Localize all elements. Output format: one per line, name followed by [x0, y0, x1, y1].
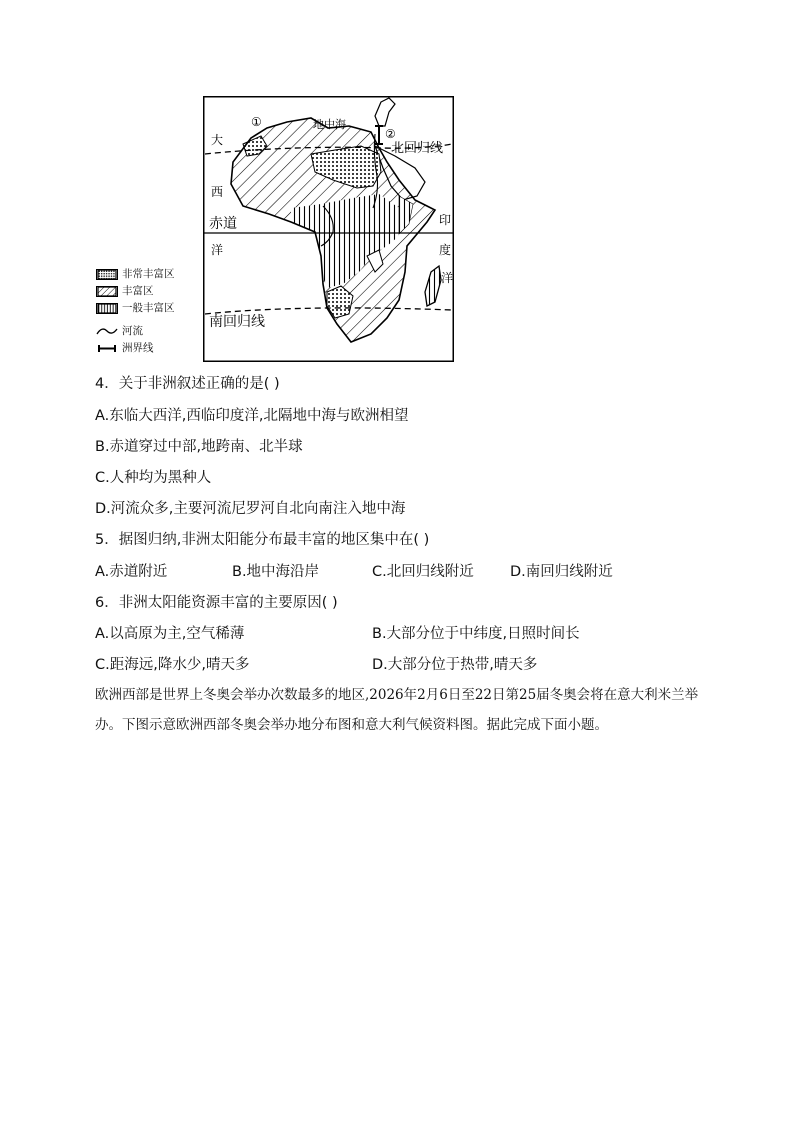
- legend-label: 丰富区: [122, 285, 154, 298]
- legend-label: 河流: [122, 325, 143, 338]
- question-5-option-c[interactable]: C.北回归线附近: [372, 564, 474, 580]
- question-4-option-a[interactable]: A.东临大西洋,西临印度洋,北隔地中海与欧洲相望: [95, 408, 409, 424]
- africa-solar-map: [203, 96, 454, 362]
- question-5-option-a[interactable]: A.赤道附近: [95, 564, 168, 580]
- question-5-option-b[interactable]: B.地中海沿岸: [232, 564, 320, 580]
- river-line-icon: [96, 326, 118, 337]
- indian-label-3: 洋: [441, 271, 454, 285]
- vertical-pattern-swatch: [96, 303, 118, 314]
- question-6-stem: 6．非洲太阳能资源丰富的主要原因( ): [95, 595, 338, 611]
- diagonal-pattern-swatch: [96, 286, 118, 297]
- dots-pattern-swatch: [96, 269, 118, 280]
- legend-label: 洲界线: [122, 342, 154, 355]
- question-4-option-d[interactable]: D.河流众多,主要河流尼罗河自北向南注入地中海: [95, 501, 406, 517]
- legend-item-general: [96, 300, 175, 317]
- mediterranean-label: 地中海: [313, 118, 346, 131]
- question-6-option-d[interactable]: D.大部分位于热带,晴天多: [372, 657, 538, 673]
- equator-label: 赤道: [209, 216, 237, 232]
- africa-map-svg: [203, 96, 454, 362]
- atlantic-label-1: 大: [211, 133, 224, 147]
- indian-label-1: 印: [439, 213, 452, 227]
- question-4-option-c[interactable]: C.人种均为黑种人: [95, 470, 212, 486]
- atlantic-label-3: 洋: [211, 243, 224, 257]
- boundary-line-icon: [96, 343, 118, 354]
- question-6-option-b[interactable]: B.大部分位于中纬度,日照时间长: [372, 626, 580, 642]
- question-6-option-c[interactable]: C.距海远,降水少,晴天多: [95, 657, 250, 673]
- legend-item-boundary: [96, 340, 175, 357]
- marker-1-label: ①: [251, 115, 262, 129]
- map-legend: [96, 266, 175, 357]
- atlantic-label-2: 西: [211, 185, 224, 199]
- legend-item-rich: [96, 283, 175, 300]
- passage-text: 欧洲西部是世界上冬奥会举办次数最多的地区,2026年2月6日至22日第25届冬奥会将在意大利米兰举办。下图示意欧洲西部冬奥会举办地分布图和意大利气候资料图。据此完成下面小题。: [95, 687, 699, 733]
- question-4-option-b[interactable]: B.赤道穿过中部,地跨南、北半球: [95, 439, 303, 455]
- question-5-stem: 5．据图归纳,非洲太阳能分布最丰富的地区集中在( ): [95, 532, 430, 548]
- question-4-stem: 4．关于非洲叙述正确的是( ): [95, 376, 280, 392]
- question-6-option-a[interactable]: A.以高原为主,空气稀薄: [95, 626, 245, 642]
- legend-item-river: [96, 323, 175, 340]
- marker-2-label: ②: [385, 127, 396, 141]
- indian-label-2: 度: [439, 243, 452, 257]
- tropic-of-cancer-label: 北回归线: [391, 141, 444, 156]
- legend-item-very-rich: [96, 266, 175, 283]
- tropic-of-capricorn-label: 南回归线: [209, 314, 265, 330]
- legend-label: 非常丰富区: [122, 268, 175, 281]
- legend-label: 一般丰富区: [122, 302, 175, 315]
- question-5-option-d[interactable]: D.南回归线附近: [510, 564, 613, 580]
